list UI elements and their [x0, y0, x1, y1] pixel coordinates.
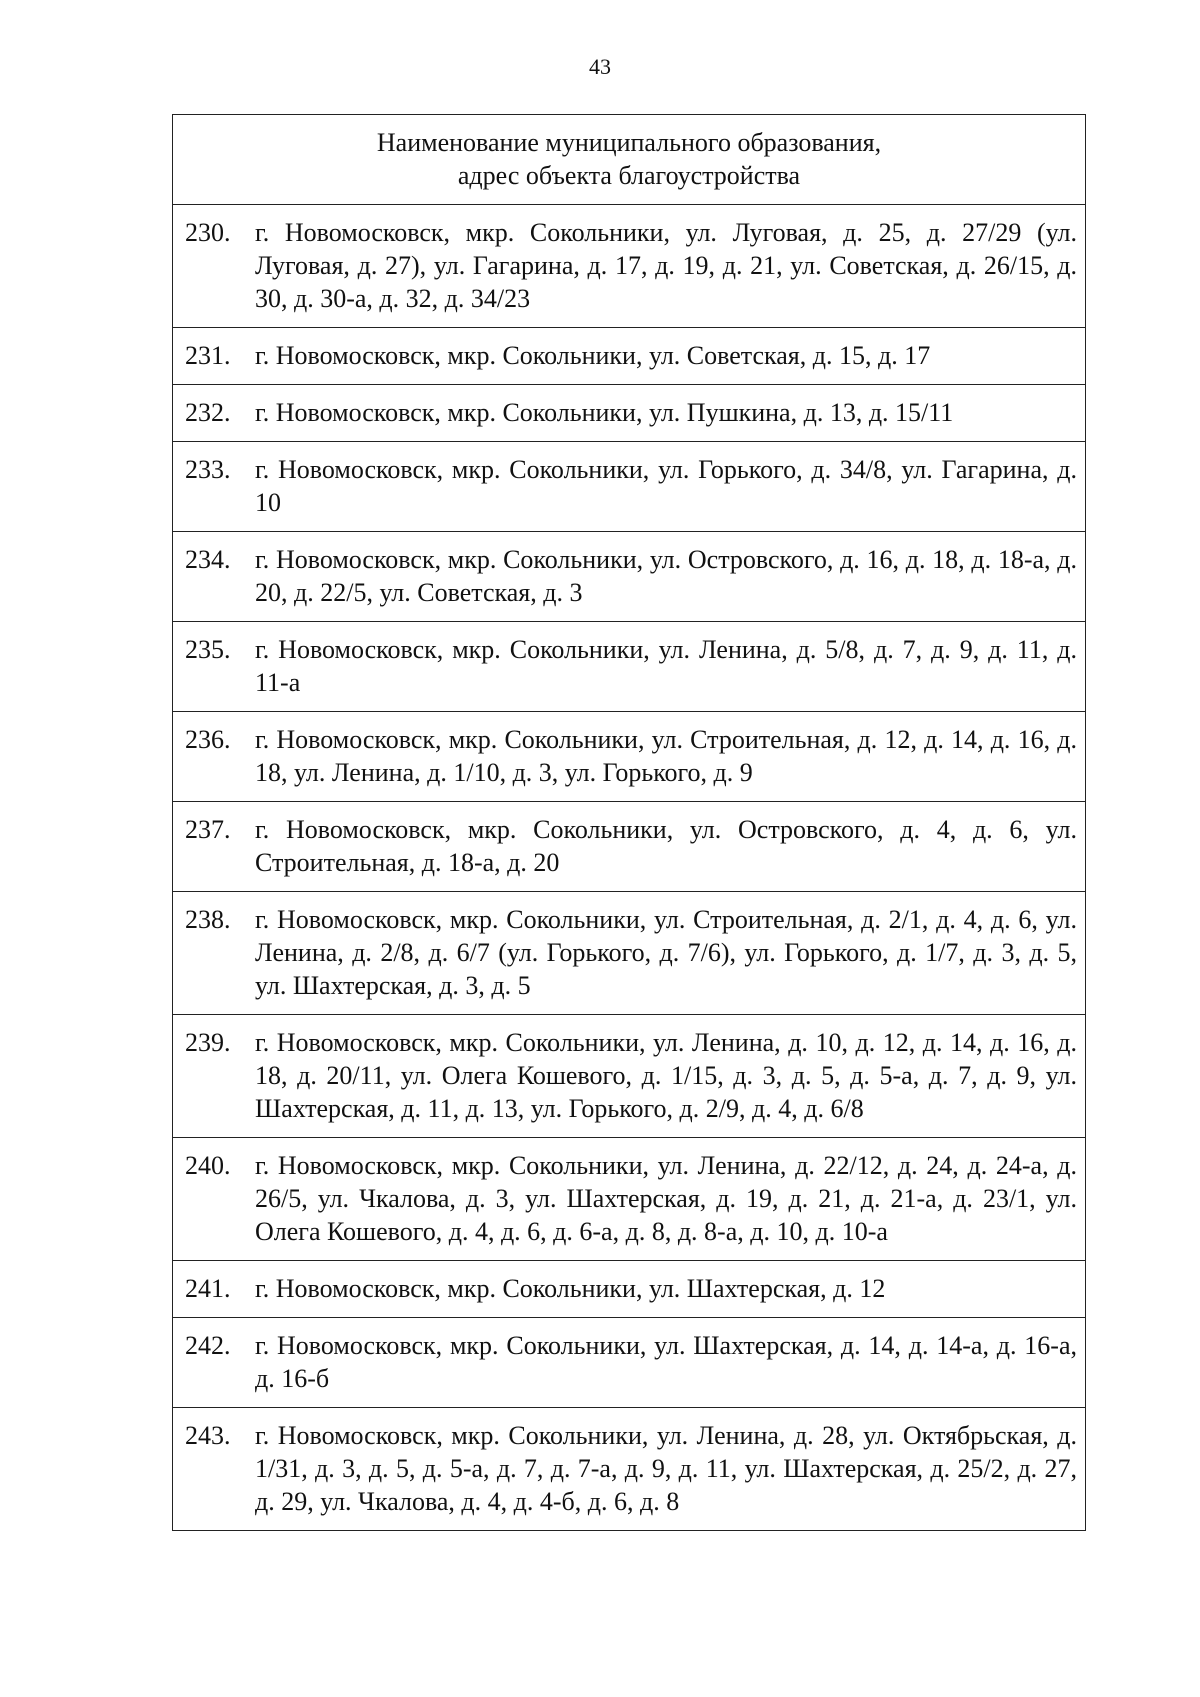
row-address: г. Новомосковск, мкр. Сокольники, ул. Строительная, д. 2/1, д. 4, д. 6, ул. Ленина, д. 2/8, д. 6/7 (ул. Горького, д. 7/6), ул. Горького, д. 1/7, д. 3, д. 5, ул. Шахтерская, д. 3, д. 5	[255, 905, 1077, 1000]
row-cell	[173, 622, 1086, 712]
table-row	[173, 1318, 1086, 1408]
row-number: 242.	[185, 1331, 231, 1360]
row-number: 237.	[185, 815, 231, 844]
address-table	[172, 114, 1086, 1531]
row-cell	[173, 892, 1086, 1015]
row-cell	[173, 1261, 1086, 1318]
table-row	[173, 1408, 1086, 1531]
row-address: г. Новомосковск, мкр. Сокольники, ул. Островского, д. 16, д. 18, д. 18-а, д. 20, д. 22/5, ул. Советская, д. 3	[255, 545, 1077, 607]
table-row	[173, 892, 1086, 1015]
row-address: г. Новомосковск, мкр. Сокольники, ул. Горького, д. 34/8, ул. Гагарина, д. 10	[255, 455, 1077, 517]
table-header	[173, 115, 1086, 205]
table-row	[173, 1261, 1086, 1318]
row-number: 243.	[185, 1421, 231, 1450]
row-number: 241.	[185, 1274, 231, 1303]
table-row	[173, 622, 1086, 712]
header-line-2: адрес объекта благоустройства	[457, 161, 801, 190]
row-number: 233.	[185, 455, 231, 484]
row-number: 239.	[185, 1028, 231, 1057]
row-cell	[173, 385, 1086, 442]
row-number: 235.	[185, 635, 231, 664]
table-row	[173, 1138, 1086, 1261]
row-address: г. Новомосковск, мкр. Сокольники, ул. Островского, д. 4, д. 6, ул. Строительная, д. 18-а, д. 20	[255, 815, 1077, 877]
table-row	[173, 328, 1086, 385]
row-number: 234.	[185, 545, 231, 574]
table-header-row	[173, 115, 1086, 205]
row-number: 238.	[185, 905, 231, 934]
row-address: г. Новомосковск, мкр. Сокольники, ул. Ленина, д. 22/12, д. 24, д. 24-а, д. 26/5, ул. Чкалова, д. 3, ул. Шахтерская, д. 19, д. 21, д. 21-а, д. 23/1, ул. Олега Кошевого, д. 4, д. 6, д. 6-а, д. 8, д. 8-а, д. 10, д. 10-а	[255, 1151, 1077, 1246]
table-row	[173, 532, 1086, 622]
row-address: г. Новомосковск, мкр. Сокольники, ул. Строительная, д. 12, д. 14, д. 16, д. 18, ул. Ленина, д. 1/10, д. 3, ул. Горького, д. 9	[255, 725, 1077, 787]
table-row	[173, 802, 1086, 892]
table-row	[173, 712, 1086, 802]
row-address: г. Новомосковск, мкр. Сокольники, ул. Ленина, д. 10, д. 12, д. 14, д. 16, д. 18, д. 20/11, ул. Олега Кошевого, д. 1/15, д. 3, д. 5, д. 5-а, д. 7, д. 9, ул. Шахтерская, д. 11, д. 13, ул. Горького, д. 2/9, д. 4, д. 6/8	[255, 1028, 1077, 1123]
row-cell	[173, 1408, 1086, 1531]
table-row	[173, 1015, 1086, 1138]
row-number: 240.	[185, 1151, 231, 1180]
row-number: 231.	[185, 341, 231, 370]
row-cell	[173, 205, 1086, 328]
row-number: 230.	[185, 218, 231, 247]
table-row	[173, 442, 1086, 532]
row-cell	[173, 712, 1086, 802]
row-address: г. Новомосковск, мкр. Сокольники, ул. Пушкина, д. 13, д. 15/11	[255, 398, 954, 427]
row-cell	[173, 1138, 1086, 1261]
page-number: 43	[589, 54, 611, 79]
row-address: г. Новомосковск, мкр. Сокольники, ул. Шахтерская, д. 12	[255, 1274, 886, 1303]
row-address: г. Новомосковск, мкр. Сокольники, ул. Ленина, д. 28, ул. Октябрьская, д. 1/31, д. 3, д. 5, д. 5-а, д. 7, д. 7-а, д. 9, д. 11, ул. Шахтерская, д. 25/2, д. 27, д. 29, ул. Чкалова, д. 4, д. 4-б, д. 6, д. 8	[255, 1421, 1077, 1516]
row-cell	[173, 1318, 1086, 1408]
row-address: г. Новомосковск, мкр. Сокольники, ул. Советская, д. 15, д. 17	[255, 341, 931, 370]
table-row	[173, 205, 1086, 328]
row-number: 232.	[185, 398, 231, 427]
row-cell	[173, 1015, 1086, 1138]
row-cell	[173, 532, 1086, 622]
row-address: г. Новомосковск, мкр. Сокольники, ул. Луговая, д. 25, д. 27/29 (ул. Луговая, д. 27), ул. Гагарина, д. 17, д. 19, д. 21, ул. Советская, д. 26/15, д. 30, д. 30-а, д. 32, д. 34/23	[255, 218, 1077, 313]
row-cell	[173, 802, 1086, 892]
table-row	[173, 385, 1086, 442]
row-cell	[173, 328, 1086, 385]
row-address: г. Новомосковск, мкр. Сокольники, ул. Ленина, д. 5/8, д. 7, д. 9, д. 11, д. 11-а	[255, 635, 1077, 697]
row-address: г. Новомосковск, мкр. Сокольники, ул. Шахтерская, д. 14, д. 14-а, д. 16-а, д. 16-б	[255, 1331, 1077, 1393]
row-cell	[173, 442, 1086, 532]
header-line-1: Наименование муниципального образования,	[376, 128, 882, 157]
row-number: 236.	[185, 725, 231, 754]
